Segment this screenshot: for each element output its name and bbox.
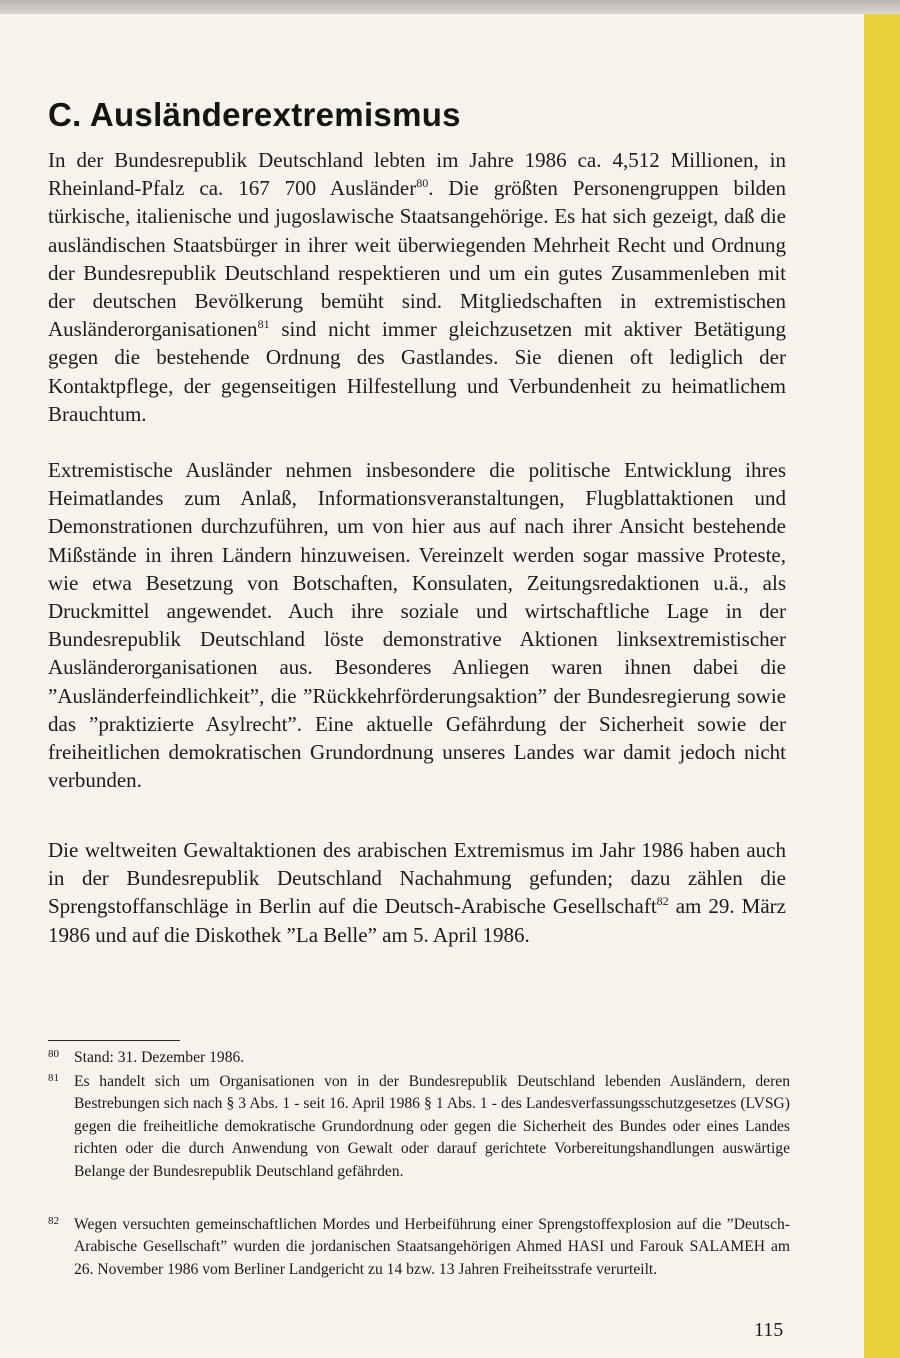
footnote-text: Stand: 31. Dezember 1986. bbox=[74, 1049, 245, 1066]
paragraph-1 bbox=[48, 146, 786, 428]
section-heading: C. Ausländerextremismus bbox=[48, 96, 461, 133]
footnote-number: 82 bbox=[48, 1215, 59, 1227]
footnote-text: Es handelt sich um Organisationen von in der Bundesrepublik Deutschland lebenden Ausländern, deren Bestrebungen sich nach § 3 Abs. 1 - seit 16. April 1986 § 1 Abs. 1 - des Landesverfassungsschutzgesetzes (LVSG) gegen die freiheitliche demokratische Grundordnung oder gegen die Sicherheit des Bundes oder eines Landes richten oder die durch Anwendung von Gewalt oder darauf gerichtete Vorbereitungshandlungen auswärtige Belange der Bundesrepublik Deutschland gefährden. bbox=[74, 1073, 790, 1180]
footnote-number: 80 bbox=[48, 1048, 59, 1060]
paragraph-text: Die weltweiten Gewaltaktionen des arabischen Extremismus im Jahr 1986 haben auch in der Bundesrepublik Deutschland Nachahmung gefunden; dazu zählen die Sprengstoffanschläge in Berlin auf die Deutsch-Arabische Gesellschaft bbox=[48, 838, 786, 919]
footnote-reference: 80 bbox=[416, 176, 429, 191]
footnote-82 bbox=[48, 1214, 790, 1281]
page-number: 115 bbox=[754, 1319, 784, 1341]
footnote-text: Wegen versuchten gemeinschaftlichen Mordes und Herbeiführung einer Sprengstoffexplosion auf die ”Deutsch-Arabische Gesellschaft” wurden die jordanischen Staatsangehörigen Ahmed HASI und Farouk SALAMEH am 26. November 1986 vom Berliner Landgericht zu 14 bzw. 13 Jahren Freiheitsstrafe verurteilt. bbox=[74, 1216, 790, 1278]
footnote-divider bbox=[48, 1040, 180, 1041]
paragraph-text: am 29. März 1986 und auf die Diskothek ”La Belle” am 5. April 1986. bbox=[48, 894, 786, 947]
paragraph-text: . Die größten Personengruppen bilden türkische, italienische und jugoslawische Staatsangehörige. Es hat sich gezeigt, daß die ausländischen Staatsbürger in ihrer weit überwiegenden Mehrheit Recht und Ordnung der Bundesrepublik Deutschland respektieren und um ein gutes Zusammenleben mit der deutschen Bevölkerung bemüht sind. Mitgliedschaften in extremistischen Ausländerorganisationen bbox=[48, 176, 787, 342]
page-edge-yellow bbox=[864, 14, 900, 1358]
footnote-81 bbox=[48, 1071, 790, 1183]
paragraph-text: Extremistische Ausländer nehmen insbesondere die politische Entwicklung ihres Heimatlandes zum Anlaß, Informationsveranstaltungen, Flugblattaktionen und Demonstrationen durchzuführen, um von hier aus auf nach ihrer Ansicht bestehende Mißstände in ihren Ländern hinzuweisen. Vereinzelt werden sogar massive Proteste, wie etwa Besetzung von Botschaften, Konsulaten, Zeitungsredaktionen u.ä., als Druckmittel angewendet. Auch ihre soziale und wirtschaftliche Lage in der Bundesrepublik Deutschland löste demonstrative Aktionen linksextremistischer Ausländerorganisationen aus. Besonderes Anliegen waren ihnen dabei die ”Ausländerfeindlichkeit”, die ”Rückkehrförderungsaktion” der Bundesregierung sowie das ”praktizierte Asylrecht”. Eine aktuelle Gefährdung der Sicherheit sowie der freiheitlichen demokratischen Grundordnung unseres Landes war damit jedoch nicht verbunden. bbox=[48, 458, 786, 793]
footnote-reference: 81 bbox=[257, 317, 270, 332]
footnote-reference: 82 bbox=[656, 894, 669, 909]
paragraph-3 bbox=[48, 836, 786, 949]
paragraph-text: sind nicht immer gleichzusetzen mit aktiver Betätigung gegen die bestehende Ordnung des Gastlandes. Sie dienen oft lediglich der Kontaktpflege, der gegenseitigen Hilfestellung und Verbundenheit zu heimatlichem Brauchtum. bbox=[48, 317, 786, 426]
paragraph-2 bbox=[48, 456, 786, 794]
scan-top-edge bbox=[0, 0, 900, 14]
footnote-80 bbox=[48, 1047, 790, 1069]
footnote-number: 81 bbox=[48, 1072, 59, 1084]
paragraph-text: In der Bundesrepublik Deutschland lebten im Jahre 1986 ca. 4,512 Millionen, in Rheinland-Pfalz ca. 167 700 Ausländer bbox=[48, 148, 786, 201]
